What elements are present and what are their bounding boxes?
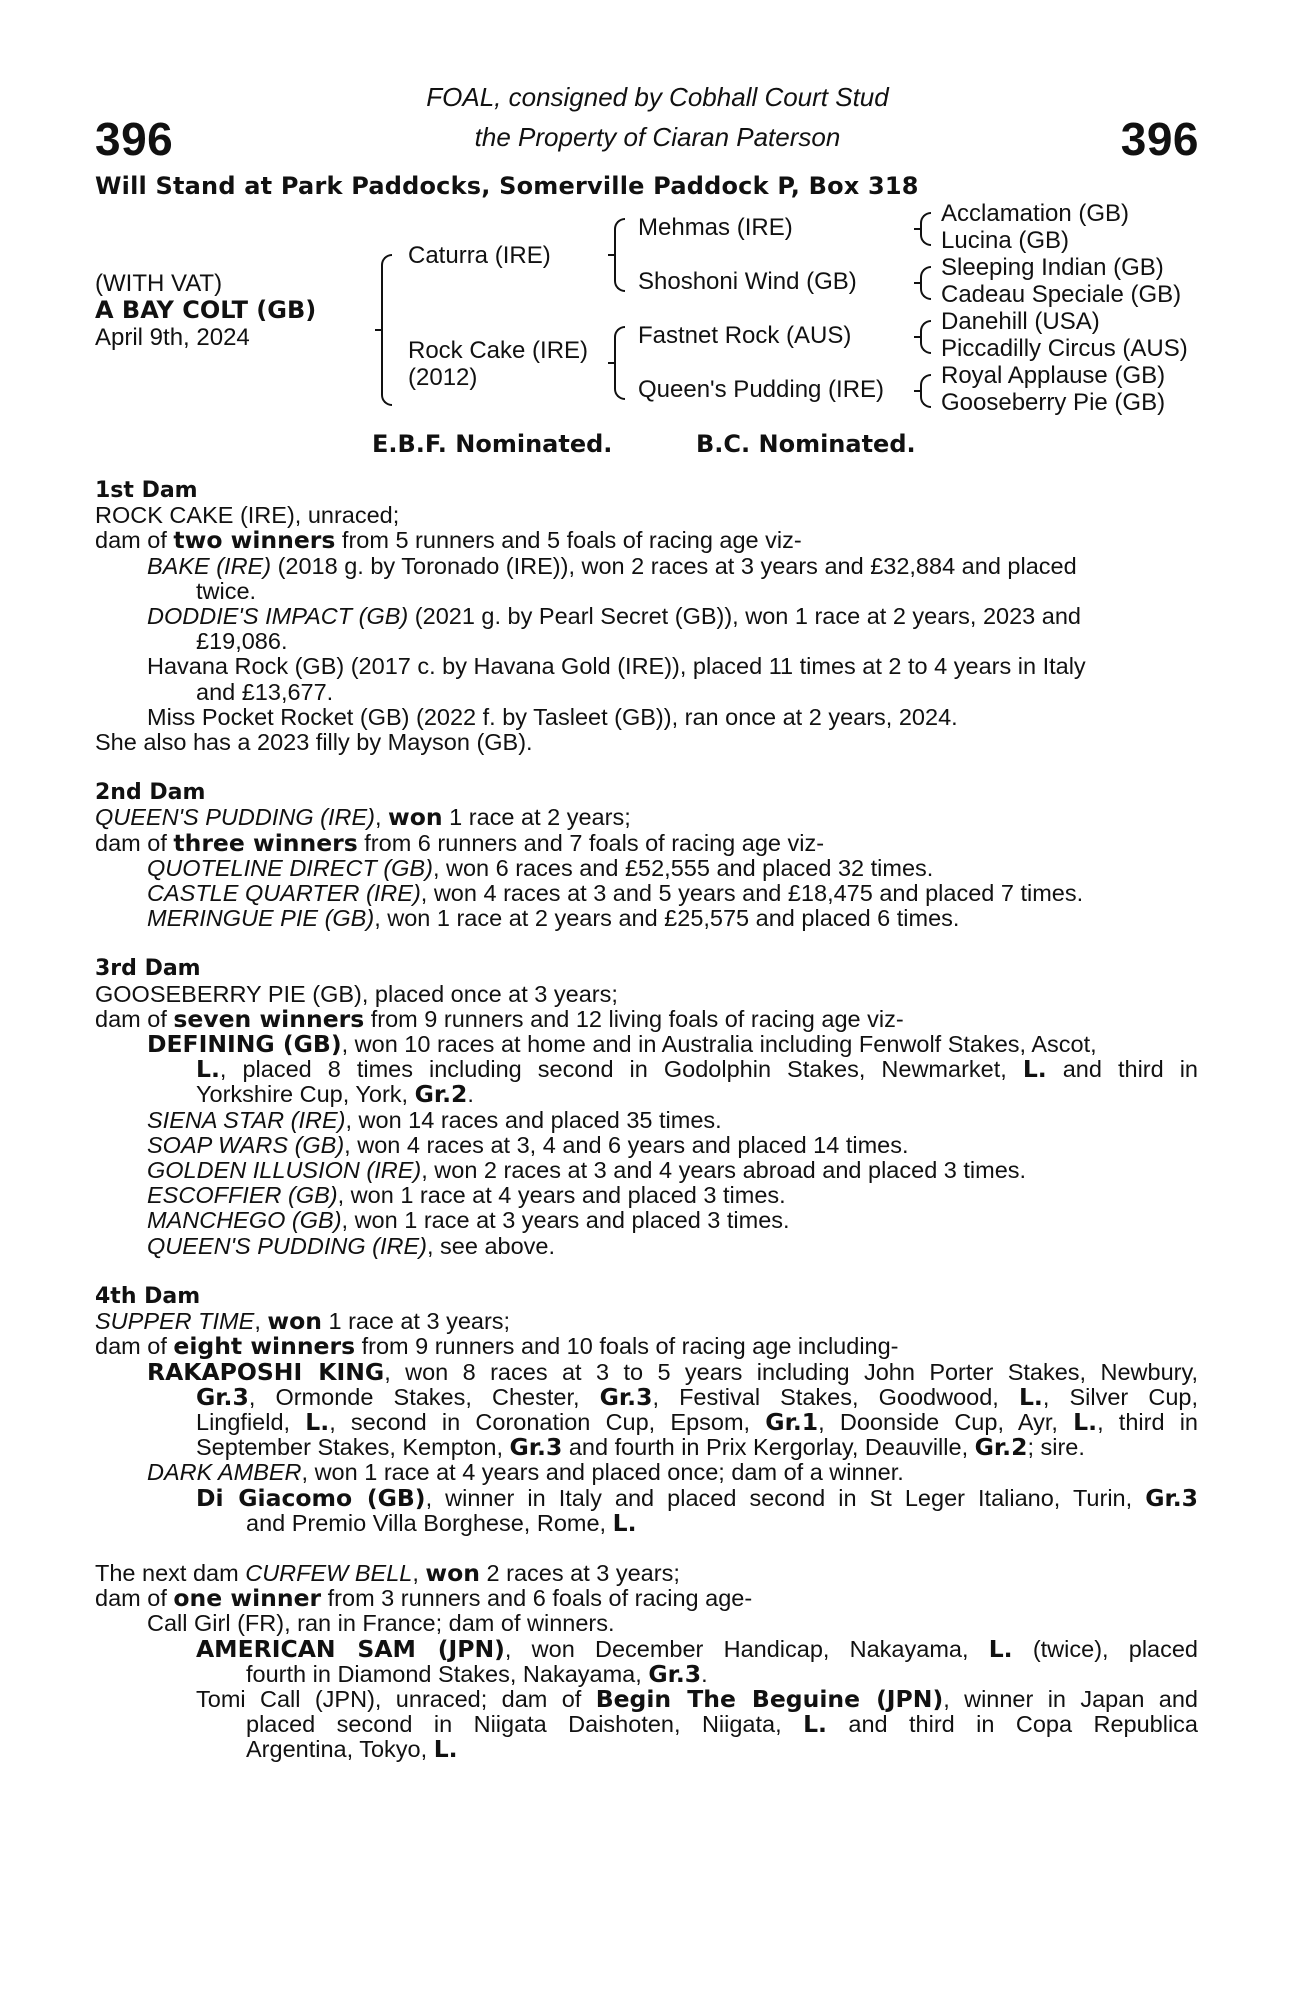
property-line: the Property of Ciaran Paterson (474, 122, 841, 152)
dam-line: GOOSEBERRY PIE (GB), placed once at 3 years; (95, 980, 618, 1007)
brace-sire (614, 218, 625, 292)
dam-sire: Fastnet Rock (AUS) (638, 322, 852, 349)
foal-entry: QUOTELINE DIRECT (GB), won 6 races and £52,555 and placed 32 times. (147, 854, 934, 881)
produce-line: dam of eight winners from 9 runners and 10 foals of racing age including- (95, 1332, 899, 1361)
foal-entry: MANCHEGO (GB), won 1 race at 3 years and placed 3 times. (147, 1207, 790, 1234)
horse-name: A BAY COLT (GB) (95, 296, 317, 324)
foal-entry: GOLDEN ILLUSION (IRE), won 2 races at 3 and 4 years abroad and placed 3 times. (147, 1157, 1027, 1184)
sire: Caturra (IRE) (408, 242, 551, 269)
fourth-dam-section (95, 1284, 1198, 1536)
ancestor-3: Sleeping Indian (GB) (941, 254, 1164, 281)
produce-line: dam of seven winners from 9 runners and 12 living foals of racing age viz- (95, 1004, 904, 1033)
bc-nomination: B.C. Nominated. (696, 430, 916, 458)
ancestor-5: Danehill (USA) (941, 308, 1100, 335)
dam-year: (2012) (408, 364, 478, 391)
third-dam-section (95, 956, 1198, 1258)
second-dam-section (95, 780, 1198, 931)
produce-line: dam of two winners from 5 runners and 5 foals of racing age viz- (95, 526, 802, 555)
foal-entry: SOAP WARS (GB), won 4 races at 3, 4 and 6 years and placed 14 times. (147, 1131, 909, 1158)
foal-entry: CASTLE QUARTER (IRE), won 4 races at 3 and 5 years and £18,475 and placed 7 times. (147, 880, 1084, 907)
dam-line: QUEEN'S PUDDING (IRE), won 1 race at 2 years; (95, 803, 631, 832)
consignment-line: FOAL, consigned by Cobhall Court Stud (426, 82, 889, 112)
brace-g3-3 (920, 320, 931, 354)
first-dam-section (95, 478, 1198, 755)
ebf-nomination: E.B.F. Nominated. (372, 430, 613, 458)
ancestor-1: Acclamation (GB) (941, 200, 1130, 227)
produce-line: dam of one winner from 3 runners and 6 foals of racing age- (95, 1584, 753, 1613)
catalogue-notes (95, 478, 1198, 1788)
section-title: 1st Dam (95, 478, 198, 503)
grandfoal-entry: AMERICAN SAM (JPN), won December Handicap, Nakayama, L. (twice), placed fourth in Diamond Stakes, Nakayama, Gr.3. (196, 1634, 1199, 1688)
brace-g3-4 (920, 374, 931, 408)
lot-number-left: 396 (95, 113, 174, 165)
foal-entry: DEFINING (GB), won 10 races at home and in Australia including Fenwolf Stakes, Ascot, L., placed 8 times including second in Godolphin Stakes, Newmarket, L. and third in Yorkshire Cup, York, Gr.2. (147, 1030, 1198, 1109)
next-dam-section (95, 1558, 1199, 1764)
ancestor-4: Cadeau Speciale (GB) (941, 281, 1182, 308)
brace-g3-1 (920, 212, 931, 246)
ancestor-2: Lucina (GB) (941, 227, 1070, 254)
brace-g3-2 (920, 266, 931, 300)
foal-entry: Call Girl (FR), ran in France; dam of winners. (147, 1610, 615, 1637)
foal-entry: MERINGUE PIE (GB), won 1 race at 2 years and £25,575 and placed 6 times. (147, 905, 960, 932)
foal-entry: DARK AMBER, won 1 race at 4 years and placed once; dam of a winner. (147, 1459, 904, 1486)
vat-note: (WITH VAT) (95, 270, 223, 297)
foal-entry: Miss Pocket Rocket (GB) (2022 f. by Tasleet (GB)), ran once at 2 years, 2024. (147, 703, 958, 730)
dam-line: The next dam CURFEW BELL, won 2 races at 3 years; (95, 1558, 680, 1587)
foal-entry: QUEEN'S PUDDING (IRE), see above. (147, 1232, 556, 1259)
produce-line: dam of three winners from 6 runners and 7 foals of racing age viz- (95, 828, 825, 857)
ancestor-8: Gooseberry Pie (GB) (941, 389, 1166, 416)
dam-line: SUPPER TIME, won 1 race at 3 years; (95, 1307, 511, 1336)
grandfoal-entry: Tomi Call (JPN), unraced; dam of Begin The Beguine (JPN), winner in Japan and placed second in Niigata Daishoten, Niigata, L. and third in Copa Republica Argentina, Tokyo, L. (196, 1684, 1199, 1764)
section-title: 3rd Dam (95, 956, 201, 982)
stabling-location: Will Stand at Park Paddocks, Somerville Paddock P, Box 318 (95, 172, 919, 200)
also-note: She also has a 2023 filly by Mayson (GB). (95, 729, 533, 756)
foal-entry: Havana Rock (GB) (2017 c. by Havana Gold (IRE)), placed 11 times at 2 to 4 years in Italy and £13,677. (147, 653, 1086, 705)
dam-line: ROCK CAKE (IRE), unraced; (95, 502, 400, 529)
brace-dam (614, 326, 625, 400)
ancestor-6: Piccadilly Circus (AUS) (941, 335, 1188, 362)
foal-entry: ESCOFFIER (GB), won 1 race at 4 years and placed 3 times. (147, 1182, 786, 1209)
ancestor-7: Royal Applause (GB) (941, 362, 1166, 389)
foaling-date: April 9th, 2024 (95, 324, 250, 351)
sire-sire: Mehmas (IRE) (638, 214, 793, 241)
grandfoal-entry: Di Giacomo (GB), winner in Italy and placed second in St Leger Italiano, Turin, Gr.3 and Premio Villa Borghese, Rome, L. (196, 1483, 1198, 1537)
section-title: 2nd Dam (95, 780, 206, 806)
foal-entry: DODDIE'S IMPACT (GB) (2021 g. by Pearl Secret (GB)), won 1 race at 2 years, 2023 and £19,086. (147, 603, 1081, 655)
foal-entry: BAKE (IRE) (2018 g. by Toronado (IRE)), won 2 races at 3 years and £32,884 and placed twice. (147, 552, 1077, 604)
lot-number-right: 396 (1120, 113, 1199, 165)
dam: Rock Cake (IRE) (408, 337, 589, 364)
foal-entry: SIENA STAR (IRE), won 14 races and placed 35 times. (147, 1106, 722, 1133)
brace-gen1 (381, 254, 392, 406)
foal-entry: RAKAPOSHI KING, won 8 races at 3 to 5 years including John Porter Stakes, Newbury, Gr.3, Ormonde Stakes, Chester, Gr.3, Festival Stakes, Goodwood, L., Silver Cup, Lingfield, L., second in Coronation Cup, Epsom, Gr.1, Doonside Cup, Ayr, L., third in September Stakes, Kempton, Gr.3 and fourth in Prix Kergorlay, Deauville, Gr.2; sire. (147, 1357, 1199, 1462)
section-title: 4th Dam (95, 1283, 201, 1309)
dam-dam: Queen's Pudding (IRE) (638, 376, 885, 403)
sire-dam: Shoshoni Wind (GB) (638, 268, 857, 295)
